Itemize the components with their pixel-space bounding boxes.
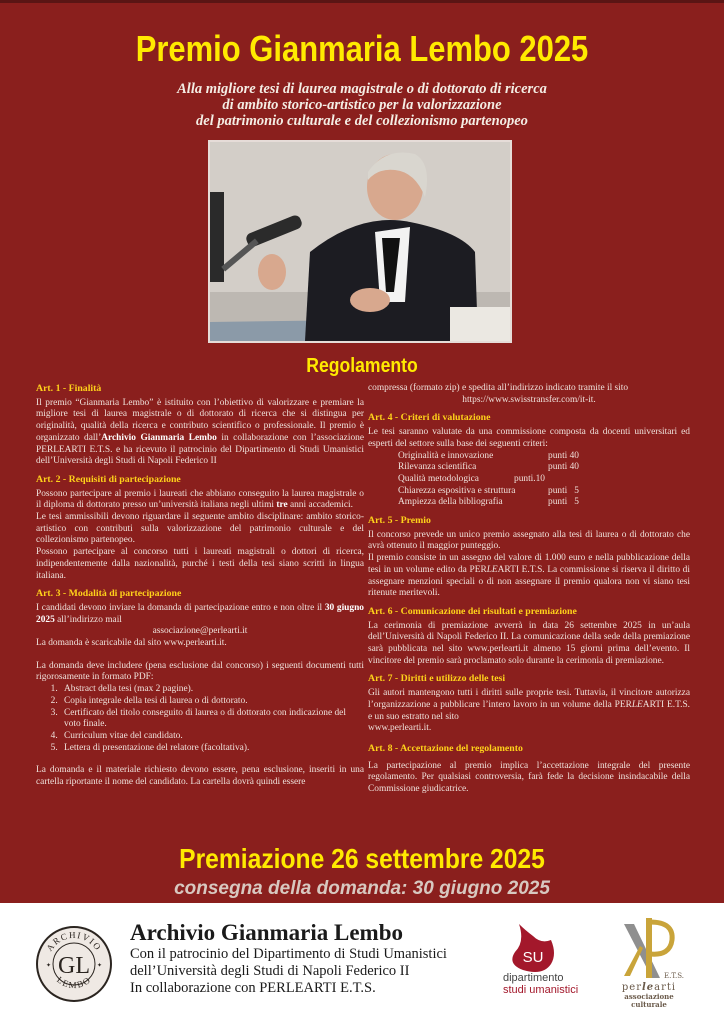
art7-italic: LE <box>631 699 643 710</box>
art3-email[interactable]: associazione@perlearti.it <box>152 626 248 637</box>
criterion-row <box>368 497 690 509</box>
perlearti-text <box>614 982 684 1009</box>
art3-p1-b: all’indirizzo mail <box>54 614 122 625</box>
art4-heading: Art. 4 - Criteri di valutazione <box>368 412 491 424</box>
criterion-points: punti.10 <box>514 473 545 484</box>
criterion-name: Rilevanza scientifica <box>398 462 477 473</box>
art3-p2: La domanda è scaricabile dal sito www.perlearti.it. <box>36 638 227 649</box>
criterion-name: Chiarezza espositiva e struttura <box>398 485 516 496</box>
criterion-name: Originalità e innovazione <box>398 450 494 461</box>
art3-deadline: 30 giugno 2025 <box>36 602 364 625</box>
list-item: 3. Certificato del titolo conseguito di laurea o di dottorato con indicazione del voto finale. <box>60 708 364 731</box>
bullet-box-icon <box>384 486 398 498</box>
art1-text <box>36 398 364 468</box>
footer <box>0 906 724 1024</box>
photo-illustration <box>210 142 510 341</box>
art8-heading: Art. 8 - Accettazione del regolamento <box>368 742 523 754</box>
premiazione-date: Premiazione 26 settembre 2025 <box>179 843 545 874</box>
criterion-row <box>368 474 690 486</box>
art3-p5: compressa (formato zip) e spedita all’indirizzo indicato tramite il sito <box>368 383 629 393</box>
art7-site[interactable]: www.perlearti.it. <box>368 723 432 734</box>
art7-text <box>368 688 690 723</box>
art7-heading: Art. 7 - Diritti e utilizzo delle tesi <box>368 673 506 685</box>
art8-text: La partecipazione al premio implica l’accettazione integrale del presente regolamento. Per qualsiasi controversia, farà fede la decisione insindacabile della Commissione giudicatrice. <box>368 760 690 795</box>
pa-name-b: le <box>641 982 655 993</box>
svg-text:✦: ✦ <box>46 963 52 969</box>
art4-intro: Le tesi saranno valutate da una commissione composta da docenti universitari ed esperti del settore sulla base dei seguenti criteri: <box>368 427 690 449</box>
art1-text-b: in collaborazione con l’associazione PERLEARTI E.T.S. e ha ricevuto il patrocinio del Dipartimento di Studi Umanistici dell’Università degli Studi di Napoli Federico II <box>36 432 364 467</box>
art5-p2-italic: LE <box>486 564 498 575</box>
su-logo-text <box>503 972 603 996</box>
seal-top-text: ARCHIVIO <box>44 929 104 953</box>
art7-text-a: Gli autori mantengono tutti i diritti sulle proprie tesi. Tuttavia, il vincitore autorizza l’organizzazione a pubblicare l’intero lavoro in un volume della PER <box>368 688 690 710</box>
su-mark-text: SU <box>522 949 544 966</box>
list-item: 1. Abstract della tesi (max 2 pagine). <box>60 684 364 696</box>
art1-heading: Art. 1 - Finalità <box>36 383 102 394</box>
art2-heading: Art. 2 - Requisiti di partecipazione <box>36 473 181 485</box>
archivio-lembo-seal-logo <box>34 924 114 1004</box>
list-item: 5. Lettera di presentazione del relatore (facoltativa). <box>60 743 364 755</box>
art3-p1-a: I candidati devono inviare la domanda di partecipazione entro e non oltre il <box>36 602 325 613</box>
seal-bottom-text: LEMBO <box>55 974 94 991</box>
pa-name-a: per <box>621 982 642 993</box>
art3-heading: Art. 3 - Modalità di partecipazione <box>36 588 182 600</box>
footer-heading: Archivio Gianmaria Lembo <box>130 920 404 945</box>
art5-p2-a: Il premio consiste in un assegno del valore di 1.000 euro e nella pubblicazione della tesi in un volume edito da PER <box>368 553 690 575</box>
art2-p2: Le tesi ammissibili devono riguardare il seguente ambito disciplinare: ambito storico-artistico con contributi sulla valorizzazione del patrimonio culturale e del collezionismo partenopeo. <box>36 512 364 546</box>
art5-p2-b: ARTI E.T.S. La commissione si riserva il diritto di assegnare menzioni speciali o di non assegnare il premio qualora non vi siano tesi ritenute meritevoli. <box>368 564 690 599</box>
art2-p1 <box>36 489 364 512</box>
art2-p1-b: anni accademici. <box>287 500 353 511</box>
su-mark-icon <box>505 922 565 974</box>
speaker-photo <box>208 140 512 343</box>
su-line2: studi umanistici <box>503 984 579 996</box>
criterion-row <box>368 451 690 463</box>
criterion-row <box>368 486 690 498</box>
svg-text:GL: GL <box>58 953 90 979</box>
bullet-box-icon <box>384 462 398 474</box>
criterion-points: punti 5 <box>548 497 579 508</box>
bullet-box-icon <box>384 451 398 463</box>
footer-line: In collaborazione con PERLEARTI E.T.S. <box>130 980 376 996</box>
pa-line2: culturale <box>631 1000 667 1009</box>
art3-document-list <box>60 684 364 754</box>
art6-text: La cerimonia di premiazione avverrà in data 26 settembre 2025 in un’aula dell’Università di Napoli Federico II. La comunicazione della sede della premiazione sarà pubblicata nel sito www.perlearti.it almeno 15 giorni prima dell’evento. Il vincitore del premio sarà proclamato solo durante la cerimonia di premiazione. <box>368 620 690 666</box>
art5-p2 <box>368 553 690 600</box>
art2-p3: Possono partecipare al concorso tutti i laureati magistrali o dottori di ricerca, indipendentemente dalla nazionalità, purché i testi della tesi siano scritti in lingua italiana. <box>36 547 364 581</box>
criterion-points: punti 40 <box>548 450 579 461</box>
subtitle-line: Alla migliore tesi di laurea magistrale o di dottorato di ricerca <box>177 81 547 97</box>
su-line1: dipartimento <box>503 972 564 984</box>
criterion-points: punti 40 <box>548 462 579 473</box>
footer-text <box>130 920 500 997</box>
criterion-points: punti 5 <box>548 485 579 496</box>
art5-p1: Il concorso prevede un unico premio assegnato alla tesi di laurea o di dottorato che avrà ottenuto il maggior punteggio. <box>368 529 690 552</box>
art3-p4: La domanda e il materiale richiesto devono essere, pena esclusione, inseriti in una cartella riportante il nome del candidato. La cartella dovrà quindi essere <box>36 765 364 788</box>
pa-ets: E.T.S. <box>664 972 684 980</box>
art1-text-a: Il premio “Gianmaria Lembo” è istituito con l’obiettivo di valorizzare e premiare la migliore tesi di laurea magistrale o di dottorato di ricerca che si distingua per originalità, qualità della ricerca e contributo scientifico o professionale. Il premio è organizzato dall’ <box>36 397 364 443</box>
art5-heading: Art. 5 - Premio <box>368 515 431 527</box>
right-column <box>368 383 690 796</box>
studi-umanistici-logo <box>503 922 603 1012</box>
subtitle-line: del patrimonio culturale e del collezionismo partenopeo <box>196 113 528 129</box>
pa-line1: associazione <box>624 992 674 1001</box>
footer-line: dell’Università degli Studi di Napoli Federico II <box>130 963 410 979</box>
criterion-row <box>368 462 690 474</box>
list-item: 2. Copia integrale della tesi di laurea o di dottorato. <box>60 696 364 708</box>
subtitle-line: di ambito storico-artistico per la valorizzazione <box>222 97 502 113</box>
list-item: 4. Curriculum vitae del candidato. <box>60 731 364 743</box>
svg-text:✦: ✦ <box>97 963 103 969</box>
bullet-box-icon <box>384 497 398 509</box>
footer-line: Con il patrocinio del Dipartimento di Studi Umanistici <box>130 946 447 962</box>
perlearti-logo <box>614 916 694 1016</box>
left-column <box>36 383 364 789</box>
art7-text-b: ARTI E.T.S. e un suo estratto nel sito <box>368 699 691 722</box>
art3-p3: La domanda deve includere (pena esclusione dal concorso) i seguenti documenti tutti rigorosamente in formato PDF: <box>36 660 364 683</box>
deadline-line: consegna della domanda: 30 giugno 2025 <box>174 878 550 899</box>
section-title-regolamento: Regolamento <box>306 355 418 377</box>
criterion-name: Qualità metodologica <box>398 473 479 484</box>
pa-name-c: arti <box>654 982 677 993</box>
bullet-box-icon <box>384 474 398 486</box>
art2-p1-a: Possono partecipare al premio i laureati che abbiano conseguito la laurea magistrale o il diploma di dottorato presso un’università italiana negli ultimi <box>36 488 364 511</box>
art2-p1-bold: tre <box>276 500 288 511</box>
art3-url[interactable]: https://www.swisstransfer.com/it-it. <box>462 394 596 405</box>
criterion-name: Ampiezza della bibliografia <box>398 497 503 508</box>
perlearti-ap-mark-icon <box>614 916 684 982</box>
art6-heading: Art. 6 - Comunicazione dei risultati e premiazione <box>368 605 577 617</box>
art3-p1 <box>36 603 364 626</box>
art1-bold: Archivio Gianmaria Lembo <box>101 432 217 443</box>
subtitle <box>0 81 724 129</box>
page-title: Premio Gianmaria Lembo 2025 <box>135 28 589 69</box>
